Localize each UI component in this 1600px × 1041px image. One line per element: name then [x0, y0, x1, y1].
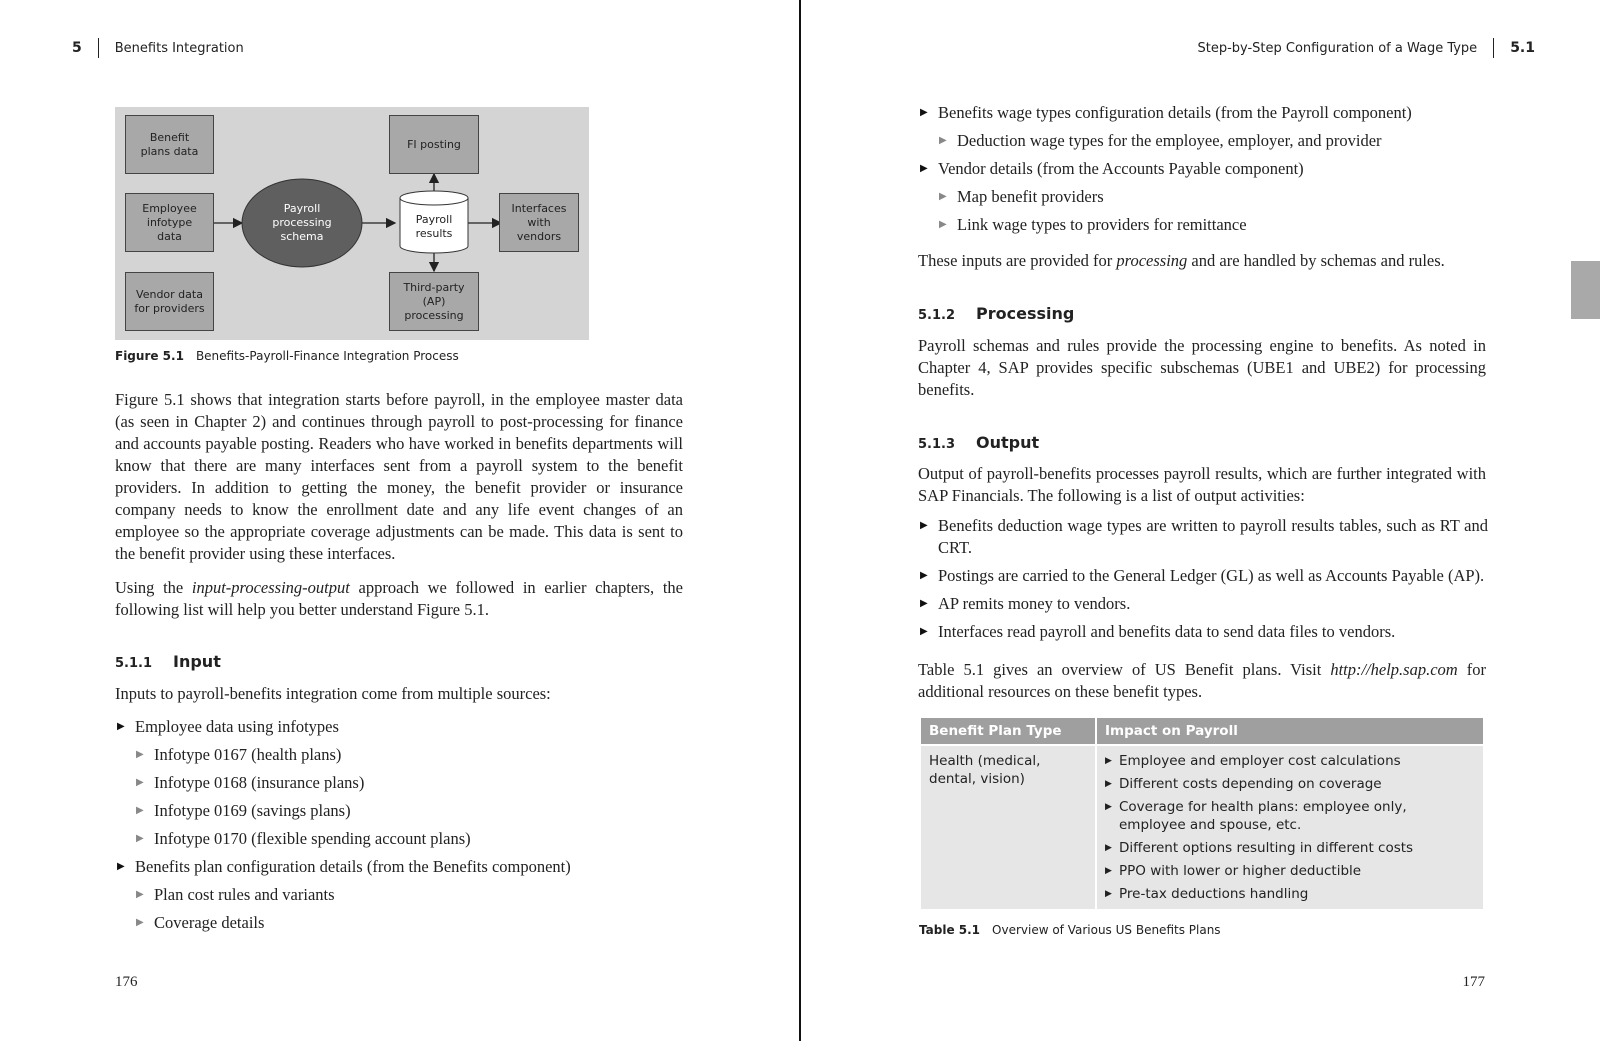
output-list	[918, 515, 1488, 649]
inputs-list	[115, 713, 715, 937]
list-item: ▶ Different options resulting in different costs	[1105, 840, 1414, 856]
section-title: Processing	[976, 304, 1075, 323]
header-divider	[1493, 38, 1494, 58]
employee-infotype-box: Employee infotype data	[125, 193, 214, 252]
section-title: Output	[976, 433, 1040, 452]
table-cell	[1097, 746, 1483, 909]
section-header-number: 5.1	[1510, 40, 1535, 56]
list-item: ▶ Benefits wage types configuration details (from the Payroll component)	[920, 103, 1412, 122]
list-item: ▶ Infotype 0170 (flexible spending account plans)	[136, 829, 471, 848]
list-item: ▶ Infotype 0169 (savings plans)	[136, 801, 351, 820]
section-heading-processing	[918, 304, 1074, 323]
fi-posting-box: FI posting	[389, 115, 479, 174]
list-item: ▶ Plan cost rules and variants	[136, 885, 335, 904]
section-number: 5.1.3	[918, 437, 956, 452]
running-header-right	[1197, 38, 1535, 58]
results-cylinder-top	[400, 191, 468, 205]
intro-paragraph: Figure 5.1 shows that integration starts before payroll, in the employee master data (as seen in Chapter 2) and continues through payroll to post-processing for finance and accounts payable posting. Readers who have worked in benefits departments will know that there are many interfaces sent from a payroll system to the benefit providers. In addition to getting the money, the benefit provider or insurance company needs to know the enrollment date and any life event changes of an employee so the appropriate coverage adjustments can be made. This data is sent to the benefit provider using these interfaces.	[115, 390, 683, 563]
output-paragraph: Output of payroll-benefits processes payroll results, which are further integrated with SAP Financials. The following is a list of output activities:	[918, 464, 1486, 505]
table-caption-label: Table 5.1	[919, 923, 981, 937]
section-number: 5.1.2	[918, 308, 956, 323]
config-list	[918, 99, 1498, 239]
list-item: ▶ Coverage details	[136, 913, 265, 932]
list-item: ▶ Vendor details (from the Accounts Payable component)	[920, 159, 1304, 178]
figure-caption-text: Benefits-Payroll-Finance Integration Process	[195, 349, 459, 363]
table-row	[921, 746, 1483, 909]
list-item: ▶ Coverage for health plans: employee only, employee and spouse, etc.	[1105, 799, 1407, 833]
inputs-summary: These inputs are provided for processing and are handled by schemas and rules.	[918, 251, 1445, 270]
table-intro: Table 5.1 gives an overview of US Benefit plans. Visit http://help.sap.com for additional resources on these benefit types.	[918, 660, 1486, 701]
table-header-cell: Impact on Payroll	[1097, 718, 1483, 744]
table-cell: Health (medical, dental, vision)	[921, 746, 1095, 909]
third-party-box: Third-party (AP) processing	[389, 272, 479, 331]
integration-diagram	[115, 107, 589, 340]
approach-paragraph: Using the input-processing-output approach we followed in earlier chapters, the following list will help you better understand Figure 5.1.	[115, 578, 683, 619]
page-number-left: 176	[115, 974, 138, 990]
thumb-index-tab	[1571, 261, 1600, 319]
results-label: Payroll results	[415, 213, 453, 240]
list-item: ▶ Employee data using infotypes	[117, 717, 339, 736]
list-item: ▶ Benefits deduction wage types are written to payroll results tables, such as RT and CRT.	[920, 516, 1488, 557]
section-number: 5.1.1	[115, 656, 153, 671]
page-number-right: 177	[1462, 974, 1485, 990]
figure-caption	[115, 349, 459, 363]
section-heading-output	[918, 433, 1039, 452]
section-title: Input	[173, 652, 221, 671]
chapter-title: Benefits Integration	[114, 40, 244, 56]
vendor-data-box: Vendor data for providers	[125, 272, 214, 331]
list-item: ▶ Deduction wage types for the employee, employer, and provider	[939, 131, 1382, 150]
benefit-plans-box: Benefit plans data	[125, 115, 214, 174]
section-header-title: Step-by-Step Configuration of a Wage Type	[1197, 40, 1478, 56]
table-caption	[919, 923, 1221, 937]
list-item: ▶ Interfaces read payroll and benefits data to send data files to vendors.	[920, 622, 1396, 641]
interfaces-box: Interfaces with vendors	[499, 193, 579, 252]
list-item: ▶ PPO with lower or higher deductible	[1105, 863, 1362, 879]
table-caption-text: Overview of Various US Benefits Plans	[992, 923, 1221, 937]
list-item: ▶ Employee and employer cost calculations	[1105, 753, 1401, 769]
processing-paragraph: Payroll schemas and rules provide the processing engine to benefits. As noted in Chapter 4, SAP provides specific subschemas (UBE1 and UBE2) for processing benefits.	[918, 336, 1486, 399]
inputs-intro: Inputs to payroll-benefits integration come from multiple sources:	[115, 684, 551, 703]
list-item: ▶ Different costs depending on coverage	[1105, 776, 1382, 792]
list-item: ▶ Benefits plan configuration details (from the Benefits component)	[117, 857, 571, 876]
section-heading-input	[115, 652, 221, 671]
list-item: ▶ Link wage types to providers for remittance	[939, 215, 1247, 234]
table-header-cell: Benefit Plan Type	[921, 718, 1095, 744]
figure-caption-label: Figure 5.1	[115, 349, 184, 363]
benefits-table	[919, 716, 1485, 911]
list-item: ▶ Pre-tax deductions handling	[1105, 886, 1309, 902]
header-divider	[98, 38, 99, 58]
list-item: ▶ Map benefit providers	[939, 187, 1104, 206]
list-item: ▶ Infotype 0168 (insurance plans)	[136, 773, 365, 792]
schema-label: Payroll processing schema	[272, 202, 332, 243]
list-item: ▶ Postings are carried to the General Ledger (GL) as well as Accounts Payable (AP).	[920, 566, 1485, 585]
list-item: ▶ AP remits money to vendors.	[920, 594, 1131, 613]
running-header	[72, 38, 244, 58]
chapter-number: 5	[72, 40, 82, 56]
table-header-row	[921, 718, 1483, 744]
list-item: ▶ Infotype 0167 (health plans)	[136, 745, 342, 764]
